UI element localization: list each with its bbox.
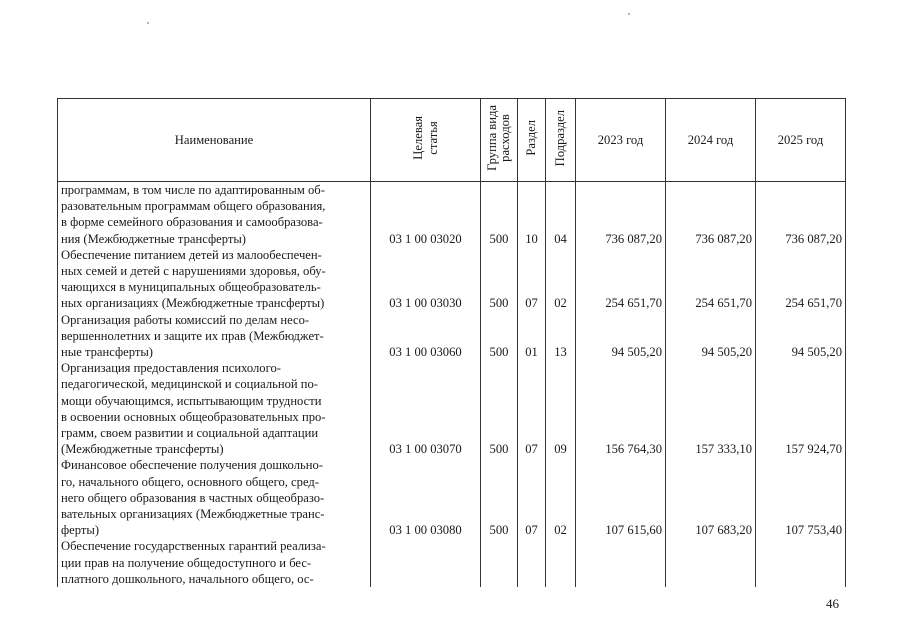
table-header-row (58, 99, 846, 182)
cell-subsection: 04 (546, 182, 576, 247)
cell-name-line: (Межбюджетные трансферты) (61, 442, 224, 457)
cell-amount-2025: 107 753,40 (756, 457, 846, 538)
table-row (58, 312, 846, 361)
cell-target-article: 03 1 00 03060 (371, 312, 481, 361)
cell-section: 07 (518, 457, 546, 538)
cell-amount-2024: 157 333,10 (666, 360, 756, 457)
header-expense-group (481, 99, 518, 182)
cell-name-line: вательных организациях (Межбюджетные транс- (61, 507, 325, 522)
cell-name-line: ции прав на получение общедоступного и бес- (61, 555, 312, 570)
cell-name (58, 247, 371, 312)
cell-name-line: Обеспечение государственных гарантий реализа- (61, 539, 326, 554)
header-year-2024-label: 2024 год (687, 132, 734, 147)
cell-expense-group: 500 (481, 182, 518, 247)
cell-name-line: ния (Межбюджетные трансферты) (61, 231, 246, 246)
cell-name-line: платного дошкольного, начального общего, ос- (61, 571, 314, 586)
header-section-label: Раздел (524, 120, 538, 156)
table-body (58, 182, 846, 588)
cell-section: 07 (518, 247, 546, 312)
table-row (58, 457, 846, 538)
cell-target-article: 03 1 00 03080 (371, 457, 481, 538)
cell-subsection: 02 (546, 457, 576, 538)
cell-name (58, 538, 371, 587)
scan-speck (147, 22, 149, 24)
cell-target-article (371, 538, 481, 587)
cell-name-line: в освоении основных общеобразовательных про- (61, 409, 326, 424)
cell-subsection: 02 (546, 247, 576, 312)
cell-name-line: ферты) (61, 523, 100, 538)
cell-name-line: го, начального общего, основного общего, сред- (61, 474, 319, 489)
cell-name-line: ные трансферты) (61, 345, 154, 360)
cell-expense-group (481, 538, 518, 587)
header-year-2025 (756, 99, 846, 182)
header-name-label: Наименование (174, 132, 254, 147)
cell-expense-group: 500 (481, 247, 518, 312)
header-year-2024 (666, 99, 756, 182)
cell-name-line: Финансовое обеспечение получения дошкольно- (61, 458, 323, 473)
cell-amount-2025: 94 505,20 (756, 312, 846, 361)
cell-section: 10 (518, 182, 546, 247)
cell-section: 01 (518, 312, 546, 361)
cell-name (58, 457, 371, 538)
cell-amount-2025: 254 651,70 (756, 247, 846, 312)
cell-amount-2023: 156 764,30 (576, 360, 666, 457)
cell-expense-group: 500 (481, 360, 518, 457)
table-row (58, 247, 846, 312)
cell-section (518, 538, 546, 587)
cell-subsection: 13 (546, 312, 576, 361)
cell-amount-2024: 107 683,20 (666, 457, 756, 538)
header-year-2023-label: 2023 год (597, 132, 644, 147)
cell-amount-2024: 736 087,20 (666, 182, 756, 247)
cell-amount-2024 (666, 538, 756, 587)
cell-name-line: ных семей и детей с нарушениями здоровья, обу- (61, 264, 326, 279)
cell-name (58, 182, 371, 247)
header-expense-group-label: Группа вида расходов (485, 104, 512, 171)
budget-table (57, 98, 846, 587)
header-name (58, 99, 371, 182)
cell-target-article: 03 1 00 03030 (371, 247, 481, 312)
table-row (58, 182, 846, 247)
scan-speck (628, 13, 630, 15)
cell-amount-2023 (576, 538, 666, 587)
header-year-2023 (576, 99, 666, 182)
cell-name-line: Организация предоставления психолого- (61, 361, 281, 376)
cell-name-line: Обеспечение питанием детей из малообеспечен- (61, 247, 322, 262)
cell-name-line: мощи обучающимся, испытывающим трудности (61, 393, 322, 408)
cell-name-line: ных организациях (Межбюджетные трансферты) (61, 296, 325, 311)
cell-name-line: грамм, своем развитии и социальной адаптации (61, 426, 319, 441)
header-target-article-label: Целевая статья (410, 116, 440, 160)
cell-name-line: в форме семейного образования и самообразова- (61, 215, 323, 230)
cell-name (58, 360, 371, 457)
header-subsection-label: Подраздел (553, 109, 567, 167)
cell-name-line: вершеннолетних и защите их прав (Межбюджет- (61, 328, 324, 343)
header-subsection (546, 99, 576, 182)
header-section (518, 99, 546, 182)
cell-expense-group: 500 (481, 457, 518, 538)
cell-name (58, 312, 371, 361)
cell-name-line: программам, в том числе по адаптированным об- (61, 183, 325, 197)
table-row (58, 360, 846, 457)
cell-amount-2025: 157 924,70 (756, 360, 846, 457)
cell-amount-2024: 254 651,70 (666, 247, 756, 312)
page-number: 46 (826, 596, 839, 611)
table-row (58, 538, 846, 587)
header-target-article (371, 99, 481, 182)
cell-amount-2023: 736 087,20 (576, 182, 666, 247)
cell-amount-2023: 254 651,70 (576, 247, 666, 312)
cell-amount-2023: 94 505,20 (576, 312, 666, 361)
cell-amount-2023: 107 615,60 (576, 457, 666, 538)
cell-name-line: чающихся в муниципальных общеобразователь- (61, 280, 321, 295)
cell-name-line: него общего образования в частных общеобразо- (61, 490, 325, 505)
cell-name-line: педагогической, медицинской и социальной по- (61, 377, 319, 392)
cell-name-line: Организация работы комиссий по делам несо- (61, 312, 310, 327)
cell-amount-2025: 736 087,20 (756, 182, 846, 247)
header-year-2025-label: 2025 год (777, 132, 824, 147)
cell-target-article: 03 1 00 03020 (371, 182, 481, 247)
cell-amount-2024: 94 505,20 (666, 312, 756, 361)
cell-target-article: 03 1 00 03070 (371, 360, 481, 457)
cell-amount-2025 (756, 538, 846, 587)
cell-subsection: 09 (546, 360, 576, 457)
cell-expense-group: 500 (481, 312, 518, 361)
cell-section: 07 (518, 360, 546, 457)
cell-subsection (546, 538, 576, 587)
cell-name-line: разовательным программам общего образования, (61, 199, 326, 214)
